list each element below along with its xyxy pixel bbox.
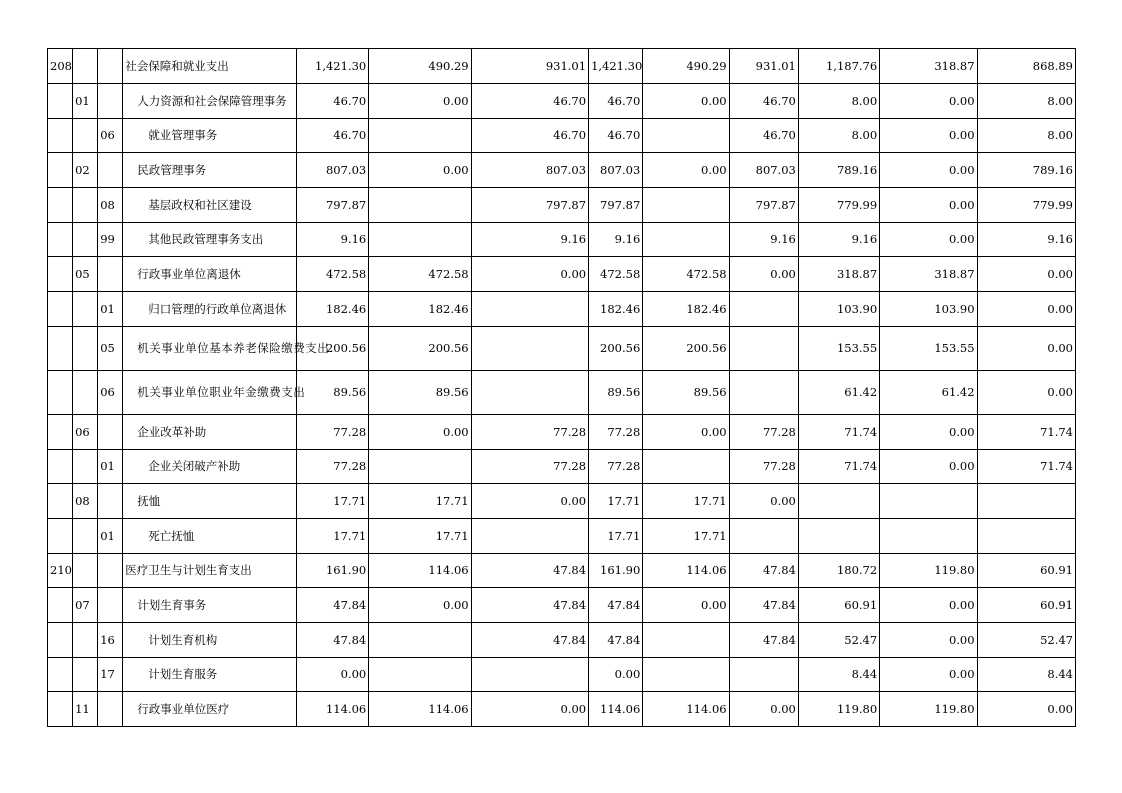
- table-row: [48, 84, 1076, 119]
- amount-cell: 47.84: [471, 554, 588, 588]
- section-code-cell: 05: [73, 257, 98, 292]
- amount-cell: 182.46: [589, 292, 643, 327]
- amount-cell: 807.03: [589, 153, 643, 188]
- item-code-cell: 01: [98, 519, 123, 554]
- amount-cell: [643, 623, 729, 658]
- amount-cell: 9.16: [296, 223, 368, 257]
- amount-cell: 0.00: [471, 484, 588, 519]
- amount-cell: 200.56: [369, 327, 471, 371]
- subject-name: 就业管理事务: [148, 128, 218, 142]
- item-code-cell: [98, 153, 123, 188]
- item-code-cell: 17: [98, 658, 123, 692]
- amount-cell: 0.00: [880, 84, 977, 119]
- amount-cell: 0.00: [880, 188, 977, 223]
- amount-cell: [471, 519, 588, 554]
- amount-cell: 46.70: [589, 119, 643, 153]
- amount-cell: 47.84: [729, 588, 798, 623]
- amount-cell: 71.74: [798, 450, 879, 484]
- amount-cell: 200.56: [643, 327, 729, 371]
- amount-cell: [798, 484, 879, 519]
- item-code-cell: [98, 588, 123, 623]
- amount-cell: 797.87: [729, 188, 798, 223]
- amount-cell: 60.91: [977, 554, 1075, 588]
- amount-cell: 17.71: [589, 519, 643, 554]
- amount-cell: 0.00: [471, 692, 588, 727]
- amount-cell: [369, 119, 471, 153]
- table-row: [48, 588, 1076, 623]
- amount-cell: 797.87: [296, 188, 368, 223]
- amount-cell: 8.44: [977, 658, 1075, 692]
- amount-cell: 789.16: [798, 153, 879, 188]
- amount-cell: 17.71: [643, 484, 729, 519]
- section-code-cell: 11: [73, 692, 98, 727]
- amount-cell: [880, 484, 977, 519]
- section-code-cell: 08: [73, 484, 98, 519]
- section-code-cell: [73, 49, 98, 84]
- amount-cell: 114.06: [296, 692, 368, 727]
- amount-cell: [643, 658, 729, 692]
- class-code-cell: [48, 119, 73, 153]
- class-code-cell: [48, 153, 73, 188]
- subject-name-cell: [123, 450, 297, 484]
- section-code-cell: [73, 554, 98, 588]
- amount-cell: [643, 119, 729, 153]
- amount-cell: 931.01: [729, 49, 798, 84]
- subject-name-cell: [123, 327, 330, 371]
- subject-name: 人力资源和社会保障管理事务: [137, 93, 287, 108]
- amount-cell: 472.58: [643, 257, 729, 292]
- amount-cell: [729, 292, 798, 327]
- amount-cell: 46.70: [729, 84, 798, 119]
- table-row: [48, 119, 1076, 153]
- amount-cell: [729, 327, 798, 371]
- item-code-cell: 99: [98, 223, 123, 257]
- item-code-cell: [98, 692, 123, 727]
- subject-name: 企业改革补助: [137, 424, 207, 439]
- class-code-cell: [48, 223, 73, 257]
- subject-name-cell: [123, 223, 297, 257]
- amount-cell: 9.16: [471, 223, 588, 257]
- table-row: [48, 658, 1076, 692]
- table-row: [48, 519, 1076, 554]
- amount-cell: 0.00: [880, 415, 977, 450]
- amount-cell: 200.56: [296, 327, 368, 371]
- amount-cell: 931.01: [471, 49, 588, 84]
- amount-cell: 8.00: [977, 84, 1075, 119]
- amount-cell: 0.00: [880, 119, 977, 153]
- amount-cell: 797.87: [471, 188, 588, 223]
- amount-cell: [471, 327, 588, 371]
- class-code-cell: [48, 450, 73, 484]
- amount-cell: 182.46: [296, 292, 368, 327]
- class-code-cell: [48, 84, 73, 119]
- section-code-cell: 06: [73, 415, 98, 450]
- amount-cell: 77.28: [296, 450, 368, 484]
- subject-name: 死亡抚恤: [148, 528, 195, 543]
- amount-cell: 0.00: [880, 153, 977, 188]
- subject-name-cell: [123, 484, 297, 519]
- table-row: [48, 554, 1076, 588]
- amount-cell: [369, 658, 471, 692]
- subject-name-cell: [123, 49, 297, 84]
- amount-cell: 807.03: [296, 153, 368, 188]
- table-row: [48, 692, 1076, 727]
- table-row: [48, 153, 1076, 188]
- amount-cell: 318.87: [880, 49, 977, 84]
- amount-cell: 0.00: [729, 257, 798, 292]
- class-code-cell: [48, 692, 73, 727]
- amount-cell: 71.74: [977, 450, 1075, 484]
- amount-cell: 77.28: [589, 415, 643, 450]
- amount-cell: 8.44: [798, 658, 879, 692]
- class-code-cell: [48, 371, 73, 415]
- amount-cell: 17.71: [296, 519, 368, 554]
- amount-cell: 807.03: [471, 153, 588, 188]
- amount-cell: [729, 658, 798, 692]
- amount-cell: 46.70: [296, 84, 368, 119]
- subject-name-cell: [123, 84, 297, 119]
- amount-cell: 47.84: [589, 588, 643, 623]
- amount-cell: 8.00: [977, 119, 1075, 153]
- amount-cell: 60.91: [977, 588, 1075, 623]
- amount-cell: 0.00: [880, 623, 977, 658]
- amount-cell: 0.00: [880, 588, 977, 623]
- section-code-cell: [73, 658, 98, 692]
- section-code-cell: [73, 519, 98, 554]
- subject-name-cell: [123, 257, 297, 292]
- amount-cell: 0.00: [643, 84, 729, 119]
- amount-cell: [977, 519, 1075, 554]
- amount-cell: 490.29: [643, 49, 729, 84]
- amount-cell: 0.00: [369, 588, 471, 623]
- amount-cell: 318.87: [798, 257, 879, 292]
- amount-cell: 180.72: [798, 554, 879, 588]
- subject-name: 行政事业单位医疗: [137, 701, 230, 716]
- amount-cell: [729, 371, 798, 415]
- subject-name: 医疗卫生与计划生育支出: [125, 563, 252, 577]
- amount-cell: [643, 450, 729, 484]
- item-code-cell: 06: [98, 371, 123, 415]
- amount-cell: 17.71: [296, 484, 368, 519]
- amount-cell: 0.00: [977, 371, 1075, 415]
- subject-name-cell: [123, 188, 297, 223]
- amount-cell: 103.90: [880, 292, 977, 327]
- subject-name: 基层政权和社区建设: [148, 197, 252, 212]
- amount-cell: 0.00: [643, 588, 729, 623]
- item-code-cell: [98, 554, 123, 588]
- amount-cell: 77.28: [471, 415, 588, 450]
- amount-cell: 161.90: [296, 554, 368, 588]
- amount-cell: 47.84: [296, 623, 368, 658]
- subject-name-cell: [123, 292, 297, 327]
- amount-cell: 61.42: [798, 371, 879, 415]
- class-code-cell: [48, 484, 73, 519]
- amount-cell: 46.70: [296, 119, 368, 153]
- amount-cell: 77.28: [729, 450, 798, 484]
- amount-cell: [729, 519, 798, 554]
- amount-cell: 89.56: [589, 371, 643, 415]
- amount-cell: 0.00: [977, 692, 1075, 727]
- item-code-cell: 01: [98, 450, 123, 484]
- amount-cell: 789.16: [977, 153, 1075, 188]
- amount-cell: 0.00: [880, 450, 977, 484]
- item-code-cell: [98, 257, 123, 292]
- section-code-cell: [73, 623, 98, 658]
- section-code-cell: [73, 450, 98, 484]
- amount-cell: 103.90: [798, 292, 879, 327]
- amount-cell: 797.87: [589, 188, 643, 223]
- amount-cell: 0.00: [471, 257, 588, 292]
- class-code-cell: [48, 623, 73, 658]
- amount-cell: 1,421.30: [296, 49, 368, 84]
- item-code-cell: 08: [98, 188, 123, 223]
- amount-cell: [798, 519, 879, 554]
- amount-cell: 1,187.76: [798, 49, 879, 84]
- amount-cell: 47.84: [589, 623, 643, 658]
- amount-cell: 9.16: [589, 223, 643, 257]
- amount-cell: 472.58: [369, 257, 471, 292]
- amount-cell: 0.00: [589, 658, 643, 692]
- table-row: [48, 623, 1076, 658]
- amount-cell: 0.00: [977, 292, 1075, 327]
- amount-cell: [643, 188, 729, 223]
- amount-cell: 779.99: [977, 188, 1075, 223]
- amount-cell: 182.46: [643, 292, 729, 327]
- amount-cell: 17.71: [369, 484, 471, 519]
- amount-cell: 0.00: [643, 153, 729, 188]
- table-row: [48, 49, 1076, 84]
- amount-cell: 0.00: [977, 327, 1075, 371]
- subject-name-cell: [123, 415, 297, 450]
- subject-name: 机关事业单位基本养老保险缴费支出: [137, 341, 330, 355]
- amount-cell: 0.00: [977, 257, 1075, 292]
- amount-cell: 0.00: [369, 415, 471, 450]
- section-code-cell: [73, 223, 98, 257]
- amount-cell: 0.00: [643, 415, 729, 450]
- table-row: [48, 223, 1076, 257]
- amount-cell: 868.89: [977, 49, 1075, 84]
- amount-cell: 89.56: [296, 371, 368, 415]
- amount-cell: 318.87: [880, 257, 977, 292]
- table-row: [48, 292, 1076, 327]
- subject-name: 企业关闭破产补助: [148, 459, 241, 473]
- amount-cell: 8.00: [798, 119, 879, 153]
- class-code-cell: [48, 658, 73, 692]
- amount-cell: 60.91: [798, 588, 879, 623]
- amount-cell: 77.28: [296, 415, 368, 450]
- section-code-cell: [73, 371, 98, 415]
- item-code-cell: 06: [98, 119, 123, 153]
- amount-cell: 114.06: [643, 692, 729, 727]
- amount-cell: 52.47: [798, 623, 879, 658]
- amount-cell: 71.74: [977, 415, 1075, 450]
- amount-cell: 46.70: [471, 119, 588, 153]
- section-code-cell: 07: [73, 588, 98, 623]
- amount-cell: 153.55: [880, 327, 977, 371]
- class-code-cell: [48, 188, 73, 223]
- amount-cell: 472.58: [589, 257, 643, 292]
- amount-cell: 77.28: [589, 450, 643, 484]
- amount-cell: 490.29: [369, 49, 471, 84]
- amount-cell: 9.16: [729, 223, 798, 257]
- amount-cell: 114.06: [369, 692, 471, 727]
- class-code-cell: 208: [48, 49, 73, 84]
- subject-name: 计划生育机构: [148, 632, 218, 647]
- amount-cell: 47.84: [729, 623, 798, 658]
- amount-cell: 1,421.30: [589, 49, 643, 84]
- class-code-cell: [48, 292, 73, 327]
- amount-cell: 0.00: [729, 692, 798, 727]
- amount-cell: 200.56: [589, 327, 643, 371]
- amount-cell: [369, 223, 471, 257]
- class-code-cell: 210: [48, 554, 73, 588]
- subject-name: 其他民政管理事务支出: [148, 232, 264, 246]
- amount-cell: 114.06: [369, 554, 471, 588]
- table-row: [48, 415, 1076, 450]
- amount-cell: 17.71: [589, 484, 643, 519]
- amount-cell: 89.56: [369, 371, 471, 415]
- amount-cell: 46.70: [589, 84, 643, 119]
- subject-name-cell: [123, 119, 297, 153]
- subject-name: 机关事业单位职业年金缴费支出: [137, 385, 306, 399]
- table-row: [48, 484, 1076, 519]
- section-code-cell: [73, 292, 98, 327]
- section-code-cell: [73, 188, 98, 223]
- amount-cell: 807.03: [729, 153, 798, 188]
- amount-cell: 47.84: [296, 588, 368, 623]
- subject-name: 计划生育服务: [148, 667, 218, 681]
- item-code-cell: 05: [98, 327, 123, 371]
- amount-cell: [369, 450, 471, 484]
- amount-cell: 0.00: [369, 153, 471, 188]
- subject-name-cell: [123, 658, 297, 692]
- subject-name: 归口管理的行政单位离退休: [148, 301, 287, 316]
- table-row: [48, 371, 1076, 415]
- item-code-cell: [98, 84, 123, 119]
- amount-cell: 9.16: [798, 223, 879, 257]
- amount-cell: [977, 484, 1075, 519]
- amount-cell: 77.28: [471, 450, 588, 484]
- amount-cell: 0.00: [880, 658, 977, 692]
- subject-name: 计划生育事务: [137, 597, 207, 612]
- amount-cell: 61.42: [880, 371, 977, 415]
- amount-cell: 77.28: [729, 415, 798, 450]
- amount-cell: [880, 519, 977, 554]
- subject-name-cell: [123, 519, 297, 554]
- subject-name-cell: [123, 588, 297, 623]
- item-code-cell: 16: [98, 623, 123, 658]
- subject-name-cell: [123, 371, 306, 415]
- table-row: [48, 257, 1076, 292]
- amount-cell: [643, 223, 729, 257]
- budget-table-body: [48, 49, 1076, 727]
- amount-cell: 779.99: [798, 188, 879, 223]
- item-code-cell: [98, 484, 123, 519]
- amount-cell: [369, 623, 471, 658]
- amount-cell: 47.84: [471, 588, 588, 623]
- budget-table: [47, 48, 1076, 727]
- amount-cell: 46.70: [729, 119, 798, 153]
- amount-cell: 114.06: [589, 692, 643, 727]
- amount-cell: 17.71: [643, 519, 729, 554]
- amount-cell: [471, 371, 588, 415]
- subject-name-cell: [123, 554, 297, 588]
- class-code-cell: [48, 519, 73, 554]
- amount-cell: 46.70: [471, 84, 588, 119]
- amount-cell: [369, 188, 471, 223]
- table-row: [48, 327, 1076, 371]
- amount-cell: 9.16: [977, 223, 1075, 257]
- section-code-cell: [73, 327, 98, 371]
- subject-name: 民政管理事务: [137, 162, 207, 177]
- section-code-cell: 01: [73, 84, 98, 119]
- amount-cell: [471, 292, 588, 327]
- amount-cell: 52.47: [977, 623, 1075, 658]
- subject-name: 行政事业单位离退休: [137, 266, 241, 281]
- amount-cell: [471, 658, 588, 692]
- amount-cell: 47.84: [471, 623, 588, 658]
- class-code-cell: [48, 327, 73, 371]
- section-code-cell: [73, 119, 98, 153]
- subject-name: 社会保障和就业支出: [125, 58, 229, 73]
- amount-cell: 119.80: [880, 692, 977, 727]
- subject-name-cell: [123, 153, 297, 188]
- subject-name-cell: [123, 623, 297, 658]
- amount-cell: 472.58: [296, 257, 368, 292]
- item-code-cell: [98, 49, 123, 84]
- amount-cell: 153.55: [798, 327, 879, 371]
- subject-name: 抚恤: [137, 493, 161, 508]
- amount-cell: 0.00: [369, 84, 471, 119]
- amount-cell: 89.56: [643, 371, 729, 415]
- section-code-cell: 02: [73, 153, 98, 188]
- subject-name-cell: [123, 692, 297, 727]
- amount-cell: 114.06: [643, 554, 729, 588]
- amount-cell: 119.80: [798, 692, 879, 727]
- amount-cell: 47.84: [729, 554, 798, 588]
- table-row: [48, 188, 1076, 223]
- class-code-cell: [48, 415, 73, 450]
- amount-cell: 119.80: [880, 554, 977, 588]
- amount-cell: 0.00: [729, 484, 798, 519]
- amount-cell: 8.00: [798, 84, 879, 119]
- amount-cell: 71.74: [798, 415, 879, 450]
- amount-cell: 0.00: [296, 658, 368, 692]
- amount-cell: 161.90: [589, 554, 643, 588]
- class-code-cell: [48, 257, 73, 292]
- table-row: [48, 450, 1076, 484]
- amount-cell: 17.71: [369, 519, 471, 554]
- item-code-cell: [98, 415, 123, 450]
- item-code-cell: 01: [98, 292, 123, 327]
- amount-cell: 0.00: [880, 223, 977, 257]
- class-code-cell: [48, 588, 73, 623]
- amount-cell: 182.46: [369, 292, 471, 327]
